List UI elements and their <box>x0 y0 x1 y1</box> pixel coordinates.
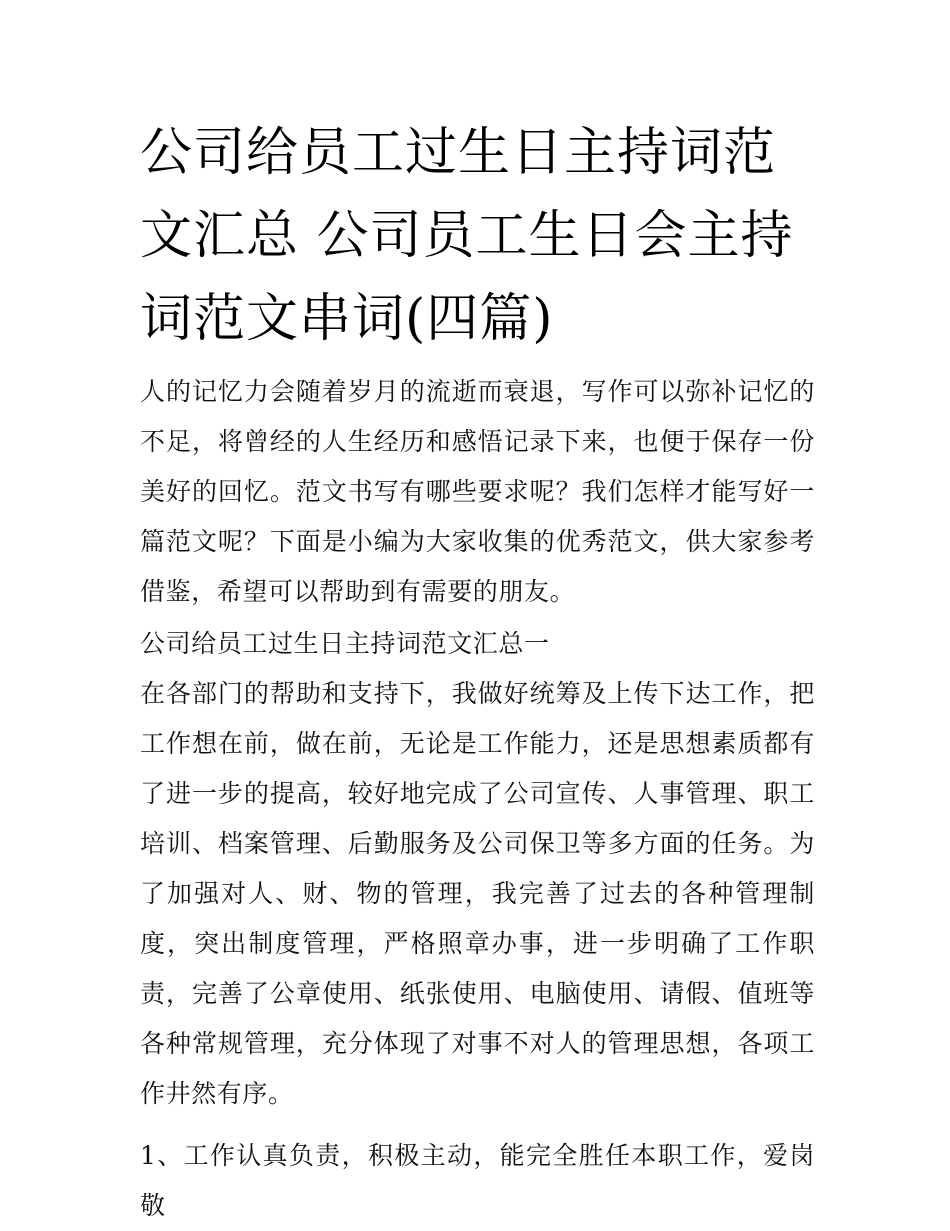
intro-paragraph: 人的记忆力会随着岁月的流逝而衰退，写作可以弥补记忆的不足，将曾经的人生经历和感悟记录下来，也便于保存一份美好的回忆。范文书写有哪些要求呢？我们怎样才能写好一篇范文呢？下面是小编为大家收集的优秀范文，供大家参考借鉴，希望可以帮助到有需要的朋友。 <box>140 377 815 606</box>
list-item-1: 1、工作认真负责，积极主动，能完全胜任本职工作，爱岗敬 <box>140 1141 815 1220</box>
document-title: 公司给员工过生日主持词范文汇总 公司员工生日会主持词范文串词(四篇) <box>140 123 794 349</box>
body-paragraph: 在各部门的帮助和支持下，我做好统筹及上传下达工作，把工作想在前，做在前，无论是工作能力，还是思想素质都有了进一步的提高，较好地完成了公司宣传、人事管理、职工培训、档案管理、后勤服务及公司保卫等多方面的任务。为了加强对人、财、物的管理，我完善了过去的各种管理制度，突出制度管理，严格照章办事，进一步明确了工作职责，完善了公章使用、纸张使用、电脑使用、请假、值班等各种常规管理，充分体现了对事不对人的管理思想，各项工作井然有序。 <box>140 679 815 1108</box>
section-heading: 公司给员工过生日主持词范文汇总一 <box>140 629 550 658</box>
document-content <box>140 112 815 1231</box>
